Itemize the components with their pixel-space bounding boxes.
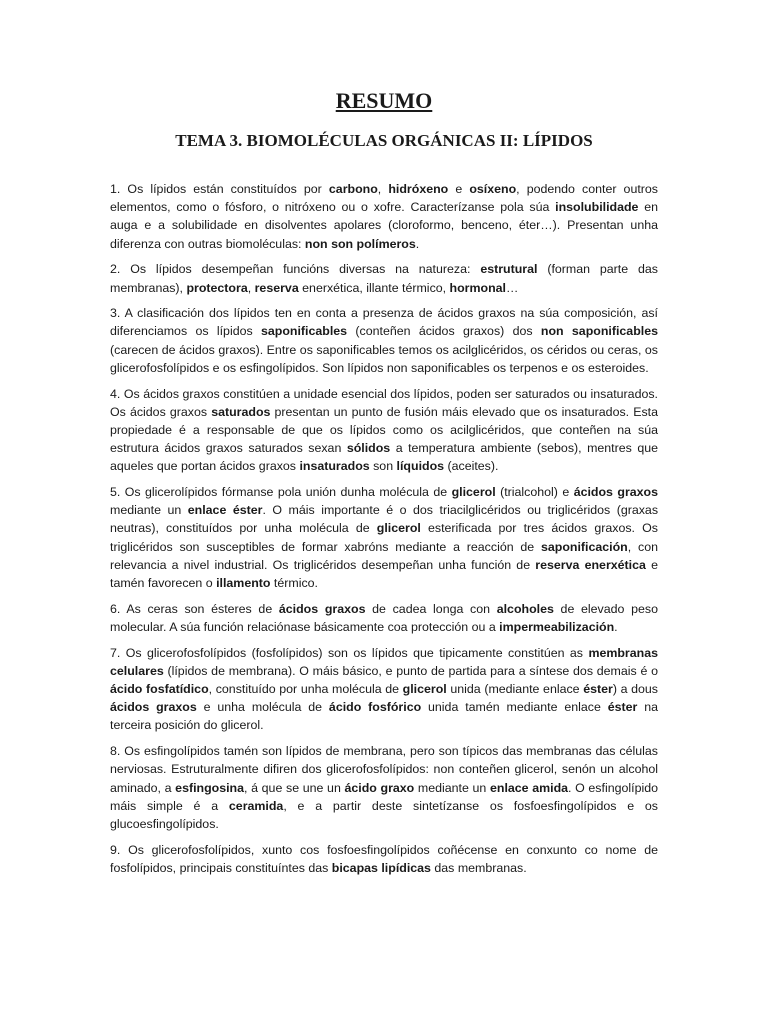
text-run: (lípidos de membrana). O máis básico, e punto de partida para a síntese dos demais é o (163, 663, 658, 678)
bold-term: saponificación (541, 539, 628, 554)
text-run: 6. As ceras son ésteres de (110, 601, 279, 616)
text-run: son (369, 459, 397, 474)
text-run: (conteñen ácidos graxos) dos (347, 324, 541, 339)
bold-term: impermeabilización (499, 619, 615, 634)
text-run: 7. Os glicerofosfolípidos (fosfolípidos) son os lípidos que tipicamente constitúen as (110, 645, 589, 660)
bold-term: hormonal (449, 280, 506, 295)
text-run: , podendo conter outros elementos, como o fósforo, o nitróxeno ou o xofre. Caracterízanse pola súa (110, 182, 658, 215)
text-run: , e a partir deste sintetízanse os fosfoesfingolípidos e os glucoesfingolípidos. (110, 798, 658, 831)
bold-term: insolubilidade (555, 200, 639, 215)
bold-term: ácido fosfórico (328, 700, 422, 715)
bold-term: enlace amida (489, 780, 569, 795)
bold-term: insaturados (299, 459, 370, 474)
bold-term: osíxeno (469, 182, 517, 196)
text-run: enerxética, illante térmico, (298, 280, 450, 295)
bold-term: membranas celulares (110, 645, 658, 678)
paragraph-8 (110, 742, 658, 833)
text-run: ) a dous (612, 682, 658, 697)
document-body (110, 180, 658, 877)
bold-term: reserva (254, 280, 299, 295)
text-run: en auga e a solubilidade en disolventes apolares (cloroformo, benceno, éter…). Presentan unha diferenza con outras biomoléculas: (110, 200, 658, 251)
document-subtitle: TEMA 3. BIOMOLÉCULAS ORGÁNICAS II: LÍPIDOS (175, 131, 593, 150)
text-run: 4. Os ácidos graxos constitúen a unidade esencial dos lípidos, poden ser saturados ou insaturados. Os ácidos graxos (110, 386, 658, 419)
text-run: na terceira posición do glicerol. (110, 700, 658, 733)
bold-term: líquidos (396, 459, 445, 474)
document-title: RESUMO (335, 88, 433, 113)
bold-term: non saponificables (540, 324, 658, 339)
text-run: (aceites). (444, 459, 499, 474)
bold-term: reserva enerxética (535, 557, 646, 572)
bold-term: ácido fosfatídico (110, 682, 209, 697)
text-run: … (506, 280, 519, 295)
text-run: unida tamén mediante enlace (421, 700, 608, 715)
text-run: . (614, 619, 618, 634)
bold-term: estrutural (480, 262, 538, 277)
paragraph-5 (110, 483, 658, 592)
text-run: esterificada por tres ácidos graxos. Os triglicéridos son susceptibles de formar xabróns mediante a reacción de (110, 521, 658, 554)
text-run: 8. Os esfingolípidos tamén son lípidos de membrana, pero son típicos das membranas das células nerviosas. Estruturalmente difiren dos glicerofosfolípidos: non conteñen glicerol, senón un alcohol aminado, a (110, 744, 658, 795)
text-run: de elevado peso molecular. A súa función relaciónase básicamente coa protección ou a (110, 601, 658, 634)
bold-term: glicerol (451, 485, 496, 500)
text-run: presentan un punto de fusión máis elevado que os insaturados. Esta propiedade é a responsable de que os lípidos como os acilglicéridos, que conteñen na súa estrutura ácidos graxos saturados sexan (110, 404, 659, 456)
paragraph-7 (110, 644, 658, 735)
paragraph-9 (110, 841, 658, 877)
bold-term: protectora (186, 280, 248, 295)
text-run: , á que se une un (244, 780, 345, 795)
text-run: 5. Os glicerolípidos fórmanse pola unión dunha molécula de (110, 485, 452, 500)
text-run: 9. Os glicerofosfolípidos, xunto cos fosfoesfingolípidos coñécense en conxunto co nome de fosfolípidos, principais constituíntes das (110, 842, 658, 875)
bold-term: ácidos graxos (573, 485, 659, 500)
text-run: e unha molécula de (196, 700, 329, 715)
bold-term: esfingosina (175, 780, 245, 795)
bold-term: éster (607, 700, 638, 715)
paragraph-6 (110, 600, 658, 636)
text-run: 2. Os lípidos desempeñan funcións diversas na natureza: (110, 262, 481, 277)
bold-term: éster (583, 682, 613, 697)
text-run: . O esfingolípido máis simple é a (110, 780, 658, 813)
text-run: , (247, 280, 255, 295)
bold-term: carbono (328, 182, 378, 196)
bold-term: sólidos (346, 441, 391, 456)
bold-term: non son polímeros (304, 236, 416, 251)
paragraph-4 (110, 385, 658, 476)
text-run: 1. Os lípidos están constituídos por (110, 182, 329, 196)
bold-term: ácidos graxos (110, 700, 197, 715)
text-run: unida (mediante enlace (446, 682, 584, 697)
bold-term: hidróxeno (388, 182, 449, 196)
bold-term: glicerol (376, 521, 421, 536)
paragraph-2 (110, 260, 658, 296)
text-run: . (415, 236, 420, 251)
bold-term: illamento (216, 576, 271, 591)
text-run: térmico. (270, 576, 318, 591)
bold-term: enlace éster (187, 503, 263, 518)
bold-term: alcoholes (496, 601, 554, 616)
text-run: de cadea longa con (365, 601, 497, 616)
bold-term: saturados (211, 404, 271, 419)
text-run: e tamén favorecen o (110, 557, 658, 591)
text-run: (carecen de ácidos graxos). Entre os saponificables temos os acilglicéridos, os céridos ou ceras, os glicerofosfolípidos e os esfingolípidos. Son lípidos non saponificables os terpenos e os esteroides. (110, 342, 658, 375)
bold-term: ceramida (228, 798, 284, 813)
bold-term: saponificables (261, 324, 348, 339)
text-run: , con relevancia a nivel industrial. Os triglicéridos desempeñan unha función de (110, 539, 658, 572)
text-run: a temperatura ambiente (sebos), mentres que aqueles que portan ácidos graxos (110, 441, 658, 474)
text-run: das membranas. (430, 860, 527, 875)
text-run: . O máis importante é o dos triacilglicéridos ou triglicéridos (graxas neutras), constituídos por unha molécula de (110, 503, 659, 536)
text-run: , (377, 182, 389, 196)
bold-term: bicapas lipídicas (331, 860, 431, 875)
text-run: , constituído por unha molécula de (208, 682, 403, 697)
paragraph-3 (110, 304, 658, 377)
bold-term: ácidos graxos (278, 601, 366, 616)
bold-term: ácido graxo (344, 780, 415, 795)
bold-term: glicerol (402, 682, 447, 697)
text-run: mediante un (110, 503, 188, 518)
text-run: 3. A clasificación dos lípidos ten en conta a presenza de ácidos graxos na súa composición, así diferenciamos os lípidos (110, 306, 658, 339)
text-run: (trialcohol) e (495, 485, 574, 500)
text-run: e (448, 182, 470, 196)
text-run: mediante un (414, 780, 490, 795)
text-run: (forman parte das membranas), (110, 262, 658, 295)
paragraph-1 (110, 180, 658, 253)
